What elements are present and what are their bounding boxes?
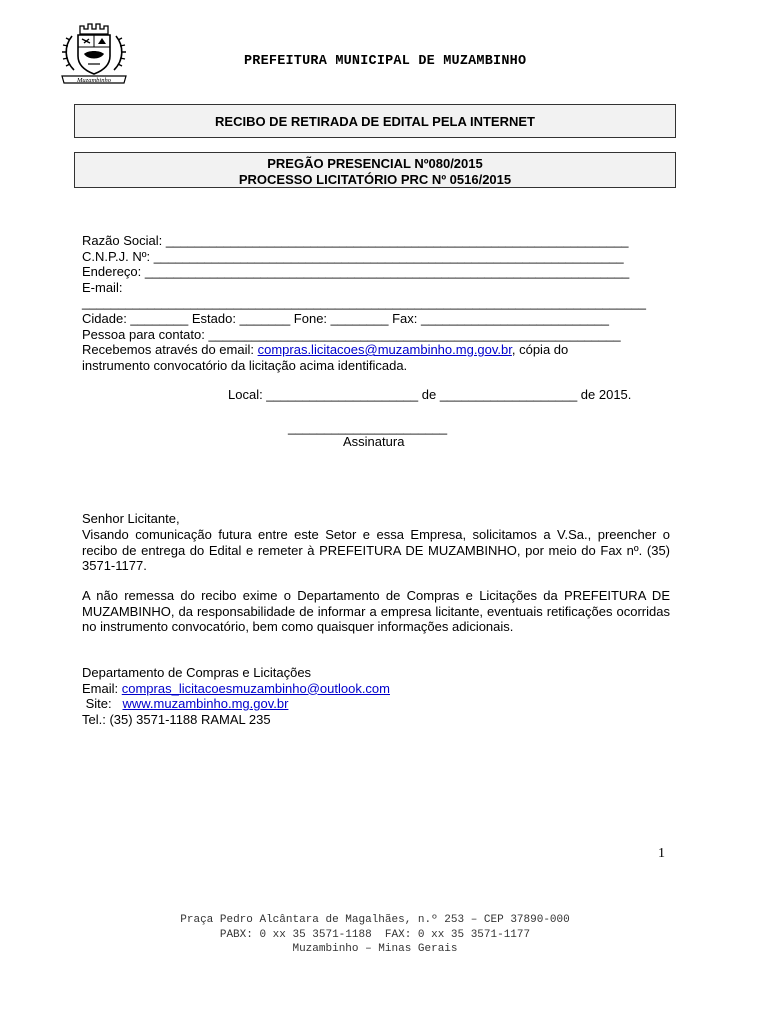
pregao-number: PREGÃO PRESENCIAL Nº080/2015 — [267, 156, 483, 171]
purchasing-email-link[interactable]: compras.licitacoes@muzambinho.mg.gov.br — [257, 342, 512, 358]
signature-line[interactable]: ______________________ — [288, 420, 448, 435]
contact-phone: Tel.: (35) 3571-1188 RAMAL 235 — [82, 711, 271, 727]
received-suffix: , cópia do — [511, 342, 569, 358]
email-field[interactable]: ______________________________________________________________________________ — [82, 295, 646, 311]
razao-social-field[interactable]: Razão Social: ________________________________________________________________ — [82, 233, 629, 248]
received-statement — [82, 342, 672, 358]
contact-site-label: Site: — [82, 696, 123, 712]
footer-address: Praça Pedro Alcântara de Magalhães, n.º 253 – CEP 37890-000 — [180, 914, 570, 926]
letter-greeting: Senhor Licitante, — [82, 511, 180, 526]
footer-city: Muzambinho – Minas Gerais — [292, 943, 458, 955]
contact-site-row — [82, 696, 670, 712]
signature-label: Assinatura — [343, 434, 405, 449]
process-number: PROCESSO LICITATÓRIO PRC Nº 0516/2015 — [238, 172, 512, 187]
page-number: 1 — [658, 846, 665, 861]
process-info-box — [74, 152, 676, 188]
receipt-title-box — [74, 104, 676, 138]
contact-person-field[interactable]: Pessoa para contato: _________________________________________________________ — [82, 326, 621, 342]
received-statement-line2: instrumento convocatório da licitação acima identificada. — [82, 357, 408, 373]
cidade-estado-fone-fax-field[interactable]: Cidade: ________ Estado: _______ Fone: ________ Fax: __________________________ — [82, 310, 609, 326]
department-name: Departamento de Compras e Licitações — [82, 665, 312, 680]
municipal-crest-icon — [58, 20, 130, 86]
receipt-form — [82, 233, 672, 373]
received-prefix: Recebemos através do email: — [82, 342, 258, 358]
contact-site-link[interactable]: www.muzambinho.mg.gov.br — [122, 696, 289, 712]
contact-email-label: Email: — [82, 680, 122, 696]
cnpj-field[interactable]: C.N.P.J. Nº: _________________________________________________________________ — [82, 248, 624, 264]
receipt-title: RECIBO DE RETIRADA DE EDITAL PELA INTERNET — [215, 114, 535, 129]
footer-phones: PABX: 0 xx 35 3571-1188 FAX: 0 xx 35 3571-1177 — [219, 928, 531, 941]
contact-block — [82, 665, 670, 727]
contact-email-link[interactable]: compras_licitacoesmuzambinho@outlook.com — [121, 680, 390, 696]
contact-email-row — [82, 681, 670, 697]
local-date-field[interactable]: Local: _____________________ de ___________________ de 2015. — [228, 387, 632, 402]
page-title: PREFEITURA MUNICIPAL DE MUZAMBINHO — [244, 54, 527, 69]
page-footer — [0, 913, 750, 957]
letter-body-2: A não remessa do recibo exime o Departamento de Compras e Licitações da PREFEITURA DE MUZAMBINHO, da responsabilidade de informar a empresa licitante, eventuais retificações ocorridas no instrumento convocatório, bem como quaisquer informações adicionais. — [82, 588, 670, 635]
letter-body-1: Visando comunicação futura entre este Setor e essa Empresa, solicitamos a V.Sa., preencher o recibo de entrega do Edital e remeter à PREFEITURA DE MUZAMBINHO, por meio do Fax nº. (35) 3571-1177. — [82, 527, 670, 574]
crest-ribbon-text: Muzambinho — [77, 76, 111, 84]
endereco-field[interactable]: Endereço: ___________________________________________________________________ — [82, 264, 630, 280]
email-label: E-mail: — [82, 279, 123, 295]
